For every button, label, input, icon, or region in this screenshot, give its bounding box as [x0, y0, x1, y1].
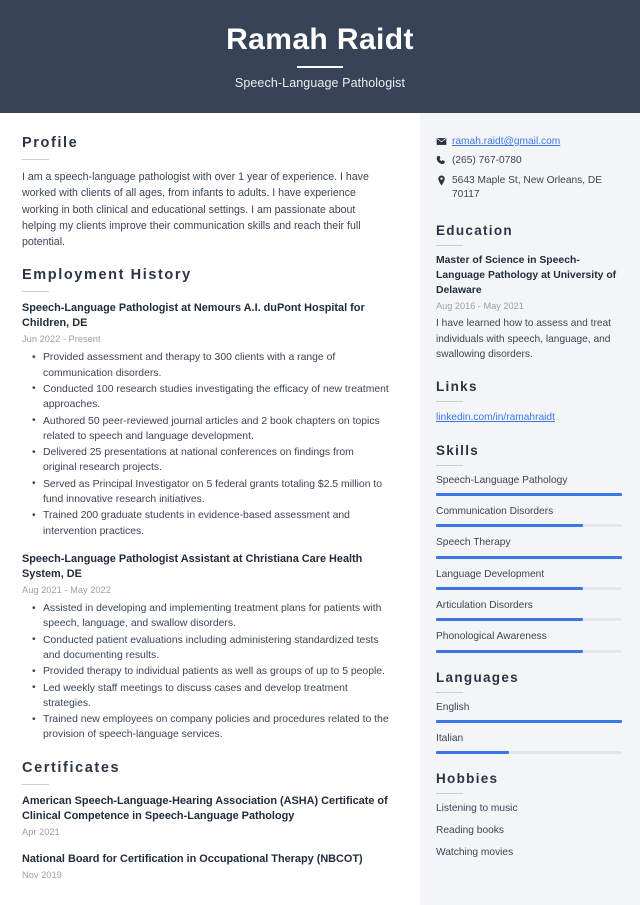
linkedin-link[interactable]: linkedin.com/in/ramahraidt — [436, 412, 555, 424]
employment-heading: Employment History — [22, 266, 192, 283]
certificate-date: Nov 2019 — [22, 870, 62, 881]
certificate-date: Apr 2021 — [22, 827, 60, 838]
employment-date: Aug 2021 - May 2022 — [22, 585, 111, 596]
skill-item — [436, 474, 622, 496]
language-item — [436, 732, 622, 754]
language-label: Italian — [436, 733, 464, 745]
employment-entry — [22, 552, 390, 743]
hobby-item: Reading books — [436, 825, 504, 837]
list-item: • Provided assessment and therapy to 300 clients with a range of communication disorders. — [43, 350, 390, 381]
skill-item — [436, 536, 622, 558]
employment-entry — [22, 301, 390, 539]
section-employment-history — [22, 267, 390, 743]
skill-label: Phonological Awareness — [436, 631, 547, 643]
employment-bullets — [22, 601, 390, 743]
skill-track — [436, 524, 622, 527]
skill-fill — [436, 587, 583, 590]
employment-date: Jun 2022 - Present — [22, 334, 101, 345]
list-item: • Conducted patient evaluations including administering standardized tests and documenting results. — [43, 633, 390, 664]
candidate-name: Ramah Raidt — [226, 22, 414, 56]
skill-fill — [436, 524, 583, 527]
skill-label: Articulation Disorders — [436, 599, 533, 611]
profile-text: I am a speech-language pathologist with over 1 year of experience. I have worked with clients of all ages, from infants to adults. I have experience working in both clinical and educational settings. I am passionate about helping my clients improve their communication skills and reach their full potential. — [22, 171, 369, 248]
section-rule — [22, 159, 49, 160]
skill-track — [436, 587, 622, 590]
skills-heading: Skills — [436, 442, 480, 458]
sidebar-column — [420, 113, 640, 905]
envelope-icon — [436, 135, 452, 147]
section-skills — [436, 443, 622, 653]
education-entry — [436, 254, 622, 362]
skill-label: Communication Disorders — [436, 506, 554, 518]
language-label: English — [436, 701, 470, 713]
contact-details — [436, 135, 622, 203]
list-item: • Conducted 100 research studies investigating the efficacy of new treatment approaches. — [43, 382, 390, 413]
section-rule — [436, 245, 463, 246]
profile-heading: Profile — [22, 135, 79, 151]
employment-title: Speech-Language Pathologist at Nemours A.I. duPont Hospital for Children, DE — [22, 302, 365, 330]
hobby-item: Watching movies — [436, 847, 514, 859]
education-title: Master of Science in Speech-Language Pathology at University of Delaware — [436, 255, 617, 296]
skill-item — [436, 568, 622, 590]
languages-heading: Languages — [436, 669, 519, 685]
phone-icon — [436, 154, 452, 166]
skill-fill — [436, 618, 583, 621]
list-item: • Provided therapy to individual patients as well as groups of up to 5 people. — [43, 664, 390, 679]
skill-track — [436, 493, 622, 496]
language-item — [436, 701, 622, 723]
skill-label: Language Development — [436, 568, 545, 580]
language-fill — [436, 720, 622, 723]
contact-email-text — [452, 135, 622, 149]
skill-label: Speech-Language Pathology — [436, 474, 568, 486]
link-row[interactable] — [436, 410, 622, 425]
skill-track — [436, 650, 622, 653]
list-item: • Led weekly staff meetings to discuss cases and develop treatment strategies. — [43, 681, 390, 712]
skill-item — [436, 505, 622, 527]
education-description: I have learned how to assess and treat individuals with speech, language, and swallowing disorders. — [436, 318, 611, 360]
certificate-entry — [22, 794, 390, 839]
email-link[interactable]: ramah.raidt@gmail.com — [452, 136, 561, 147]
section-languages — [436, 670, 622, 755]
education-heading: Education — [436, 222, 513, 238]
section-education — [436, 223, 622, 362]
employment-title: Speech-Language Pathologist Assistant at Christiana Care Health System, DE — [22, 552, 363, 580]
skill-fill — [436, 556, 622, 559]
employment-bullets — [22, 350, 390, 539]
hobbies-heading: Hobbies — [436, 771, 499, 787]
skill-fill — [436, 493, 622, 496]
section-rule — [22, 784, 49, 785]
certificate-entry — [22, 852, 390, 882]
skill-fill — [436, 650, 583, 653]
contact-address-text: 5643 Maple St, New Orleans, DE 70117 — [452, 174, 603, 201]
list-item: • Served as Principal Investigator on 5 federal grants totaling $2.5 million to fund innovative research initiatives. — [43, 477, 390, 508]
header-divider — [297, 66, 343, 68]
skill-track — [436, 618, 622, 621]
contact-email-row[interactable] — [436, 135, 622, 149]
language-track — [436, 751, 622, 754]
skill-item — [436, 630, 622, 652]
section-rule — [436, 692, 463, 693]
hobby-item: Listening to music — [436, 803, 518, 815]
list-item: • Trained 200 graduate students in evidence-based assessment and intervention practices. — [43, 508, 390, 539]
section-rule — [436, 401, 463, 402]
list-item: • Authored 50 peer-reviewed journal articles and 2 book chapters on topics related to speech and language development. — [43, 414, 390, 445]
section-rule — [22, 291, 49, 292]
certificate-title: National Board for Certification in Occupational Therapy (NBCOT) — [22, 853, 363, 866]
location-pin-icon — [436, 174, 452, 186]
certificate-title: American Speech-Language-Hearing Association (ASHA) Certificate of Clinical Competence in Speech-Language Pathology — [22, 795, 388, 823]
resume-header — [0, 0, 640, 113]
contact-address-row — [436, 174, 622, 203]
section-certificates — [22, 760, 390, 883]
section-rule — [436, 465, 463, 466]
main-column — [0, 113, 420, 905]
section-rule — [436, 793, 463, 794]
list-item: • Trained new employees on company policies and procedures related to the provision of speech-language services. — [43, 712, 390, 743]
language-track — [436, 720, 622, 723]
section-links — [436, 379, 622, 425]
contact-phone-row — [436, 154, 622, 168]
language-fill — [436, 751, 509, 754]
links-heading: Links — [436, 379, 478, 395]
resume-body — [0, 113, 640, 905]
contact-phone-text: (265) 767-0780 — [452, 155, 522, 167]
skill-item — [436, 599, 622, 621]
list-item: • Delivered 25 presentations at national conferences on findings from original research projects. — [43, 445, 390, 476]
education-date: Aug 2016 - May 2021 — [436, 301, 524, 312]
skill-label: Speech Therapy — [436, 537, 511, 549]
skill-track — [436, 556, 622, 559]
candidate-job-title: Speech-Language Pathologist — [234, 76, 406, 91]
section-hobbies — [436, 771, 622, 861]
section-profile — [22, 135, 390, 250]
certificates-heading: Certificates — [22, 759, 121, 776]
list-item: • Assisted in developing and implementing treatment plans for patients with speech, language, and swallow disorders. — [43, 601, 390, 632]
